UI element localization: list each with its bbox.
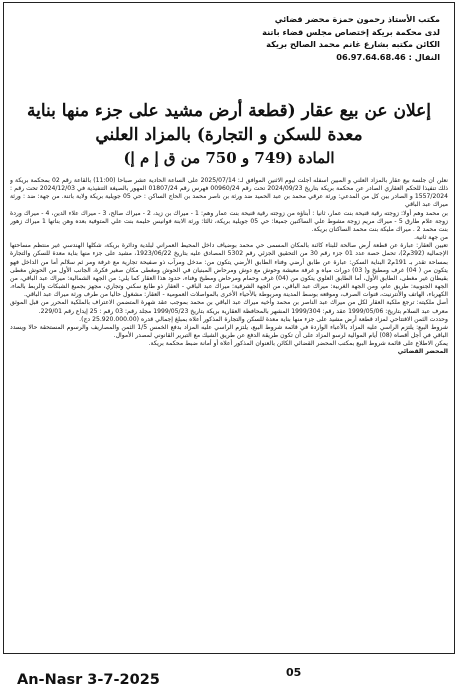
body-paragraph-second-party: من جهة ثانية. — [414, 234, 448, 242]
body-paragraph-consult: يمكن الاطلاع على قائمة شروط البيع بمكتب المحضر القضائي الكائن بالعنوان المذكور أعلاه أو أمانة ضبط محكمة بريكة. — [148, 340, 448, 348]
phone-number: 06.97.64.68.46 — [336, 51, 406, 62]
header-line-address: الكائن مكتبه بشارع غانم محمد الصالح بريكة — [266, 39, 440, 49]
title-line-2: معدة للسكن و التجارة) بالمزاد العلني — [95, 125, 363, 145]
body-paragraph-price: وحددت الثمن الافتتاحي لمزاد قطعة أرض مشيد على جزء منها بناية معدة للسكن والتجارة المذكور أعلاه بمبلغ إجمالي قدره (25.920.000.00 دج). — [79, 315, 448, 323]
phone-label: النقال : — [408, 51, 440, 62]
title-line-1: إعلان عن بيع عقار (قطعة أرض مشيد على جزء منها بناية — [26, 101, 431, 121]
header-line-office: مكتب الأستاذ رحمون حمزة محضر قضائي — [274, 14, 440, 24]
newspaper-date: An-Nasr 3-7-2025 — [17, 672, 160, 688]
page-footer — [3, 658, 457, 694]
body-paragraph-conditions: شروط البيع: يلتزم الراسي عليه المزاد بالأعباء الواردة في قائمة شروط البيع، يلتزم الراسي عليه المزاد بدفع الخمس 1/5 الثمن والمصاريف والرسوم المستحقة حالا ويسدد الباقي في أجل أقصاه (08) أيام الموالية لرسو المزاد على أن تكون طريقة الدفع عن طريق الشيك مع التبرير القانوني لمصدر الأموال. — [10, 323, 448, 339]
bailiff-header — [110, 13, 440, 63]
title-line-3: المادة (749 و 750 من ق إ م إ) — [123, 149, 335, 167]
header-line-phone — [110, 51, 440, 64]
body-paragraph-ownership: أصل ملكيته: ترجع ملكية العقار لكل من ميراك عبد الناصر بن محمد وأخيه ميراك عبد الباقي بن محمد بموجب عقد شهرة المتضمن الاعتراف بالملكية المحرر من قبل الموثق معرف عبد السلام بتاريخ: 1999/05/06 عقد رقم: 1999/304 المشهر بالمحافظة العقارية بريكة بتاريخ 1999/05/23 مجلد رقم: 03 رقم : 25 إيداع رقم 229/01. — [10, 299, 448, 315]
announcement-body — [10, 177, 448, 649]
announcement-title — [12, 99, 446, 169]
signature: المحضر القضائي — [397, 348, 448, 356]
page-number: 05 — [286, 666, 302, 679]
header-line-court: لدى محكمة بريكة إختصاص مجلس قضاء باتنة — [262, 26, 440, 37]
body-paragraph-property: تعيين العقار: عبارة عن قطعة أرض صالحة للبناء كائنة بالمكان المسمى حي محمد بوضياف داخل المحيط العمراني لبلدية ودائرة بريكة، شكلها الهندسي غير منتظم مساحتها الإجمالية (392م2)، تحمل حصة عدد 01 جزء رقم 30 من التحقيق الجزئي رقم 5302 المصادق عليه بتاريخ 1923/06/22، مشيد على جزء منها بناية معدة للسكن والتجارة بمساحة تقدر بـ 191م2 البناية السكن: عبارة عن طابق أرضي وفناء الطابق الأرضي يتكون من: مدخل ومرآب ذو صفيحة تجارية مع غرفة ومر ثم سلالم أما من الداخل فهو يتكون من ( 04) غرف ومطبخ و( 03) دورات مياه و غرفة معيشة وحوش مع دوش ومرحاض المبنيان في الحوش ومغطى مكان صغير فكرة، الجانب الأول من الحوش مغطى بقيطان غير مغطى، الطابق الأول، أما الطابق العلوي يتكون من (04) غرف وحمام ومرحاض ومطبخ وفناء، حدود هذا العقار كما يلي: من الجهة الشمالية: ميراك عبد الباقي، من الجهة الجنوبية: طريق عام، ومن الجهة الغربية: ميراك عبد الباقي، من الجهة الشرقية: ميراك عبد الباقي - العقار ذو طابع سكني وتجاري، مجهز بجميع الشبكات والربط بالماء، الكهرباء، الهاتف والأنترنيت، قنوات الصرف، وموقعه بوسط المدينة ومربوطة بالأحياء الأخرى بالمواصلات العمومية - العقار: مشغول حاليا من طرف ورثة ميراك عبد الباقي. — [10, 242, 448, 299]
body-paragraph-session: نعلن أن جلسة بيع عقار بالمزاد العلني و المبين أسفله أجلت ليوم الاثنين الموافق لـ: 2025/07/14 على الساعة الحادية عشر صباحا (11:00) بالقاعة رقم 02 بمحكمة بريكة و ذلك تنفيذا للحكم العقاري الصادر عن محكمة بريكة بتاريخ 2024/09/23 تحت رقم 00960/24 فهرس رقم 01807/24 المهور بالصيغة التنفيذية في 2024/12/03 تحت رقم : 1557/2024 و الصادر بين كل من المدعي: ورثة عرقي محمد بن عبد الحميد ضد ورثة بن ناصر محمد بن الحاج الساكن : حي 05 جويلية بريكة ولاية باتنة. من جهة: ضد : ورثة ميراك عبد الباقي — [10, 177, 448, 209]
newspaper-page — [3, 2, 457, 694]
announcement-frame — [3, 2, 455, 654]
body-paragraph-parties: بن محمد وهم أولا: زوجته رقية قنيحة بنت عمار، ثانيا : أبناؤه من زوجته رقية قنيحة بنت عمار وهم: 1 - ميراك بن زيد، 2 - ميراك صالح، 3 - ميراك علاء الدين، 4 - ميراك وردة زوجة علام طارق 5 - ميراك مريم زوجة مشوط علي الساكنين جميعا: حي 05 جويلية بريكة، ثالثا: ورثة الابنة فوانيس حليمة بنت علي المتوفية بعده وهن بناتها 1 ميراك زهور بنت محمد 2 . ميراك مليكة بنت محمد الساكنان بريكة. — [10, 209, 448, 233]
